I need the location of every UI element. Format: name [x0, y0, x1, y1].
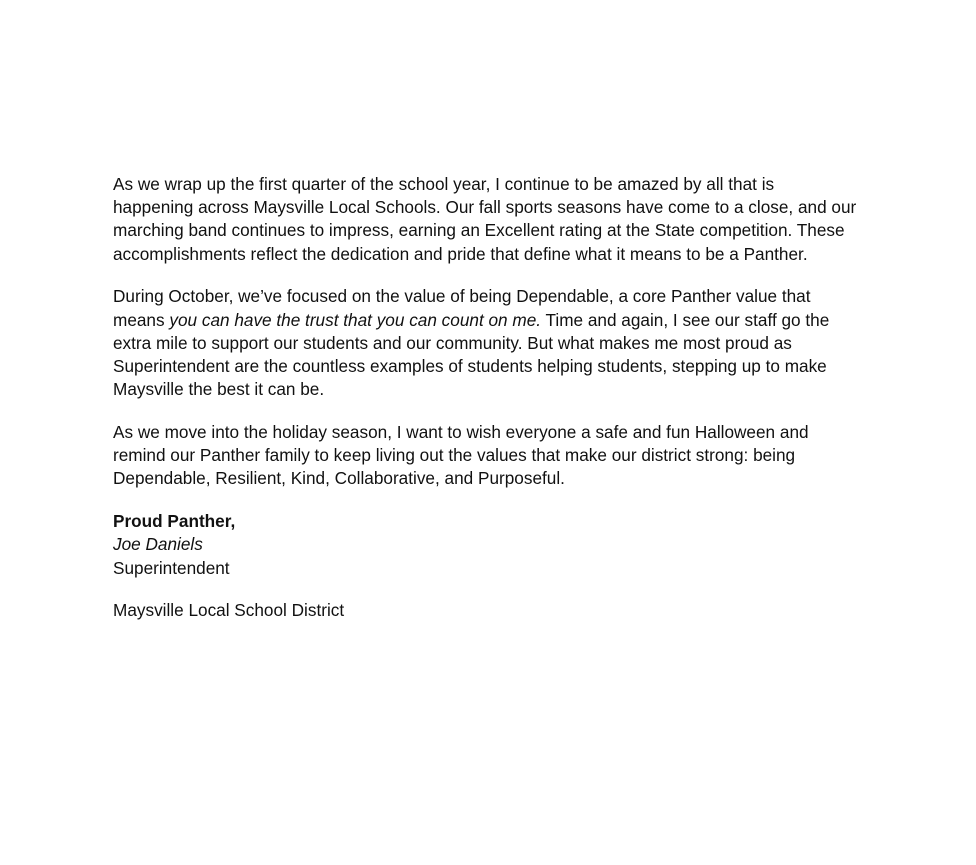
- signature-name: Joe Daniels: [113, 534, 203, 555]
- letter-body: [113, 173, 858, 642]
- paragraph-holiday: As we move into the holiday season, I want to wish everyone a safe and fun Halloween and remind our Panther family to keep living out the values that make our district strong: being Dependable, Resilient, Kind, Collaborative, and Purposeful.: [113, 422, 809, 489]
- paragraph-intro: As we wrap up the first quarter of the school year, I continue to be amazed by all that is happening across Maysville Local Schools. Our fall sports seasons have come to a close, and our marching band continues to impress, earning an Excellent rating at the State competition. These accomplishments reflect the dedication and pride that define what it means to be a Panther.: [113, 174, 857, 264]
- signature-title: Superintendent: [113, 557, 230, 578]
- paragraph-dependable: [113, 285, 858, 401]
- paragraph-dependable-text-end: Time and again, I see our staff go the extra mile to support our students and our community. But what makes me most proud as Superintendent are the countless examples of students helping students, stepping up to make Maysville the best it can be.: [113, 309, 830, 400]
- paragraph-dependable-text-start: During October, we’ve focused on the value of being Dependable, a core Panther value that means: [113, 286, 811, 330]
- dependable-quote: you can have the trust that you can count on me.: [169, 309, 542, 330]
- district-name: Maysville Local School District: [113, 600, 345, 621]
- closing-salutation: Proud Panther,: [113, 511, 236, 532]
- signature-block: [113, 510, 858, 580]
